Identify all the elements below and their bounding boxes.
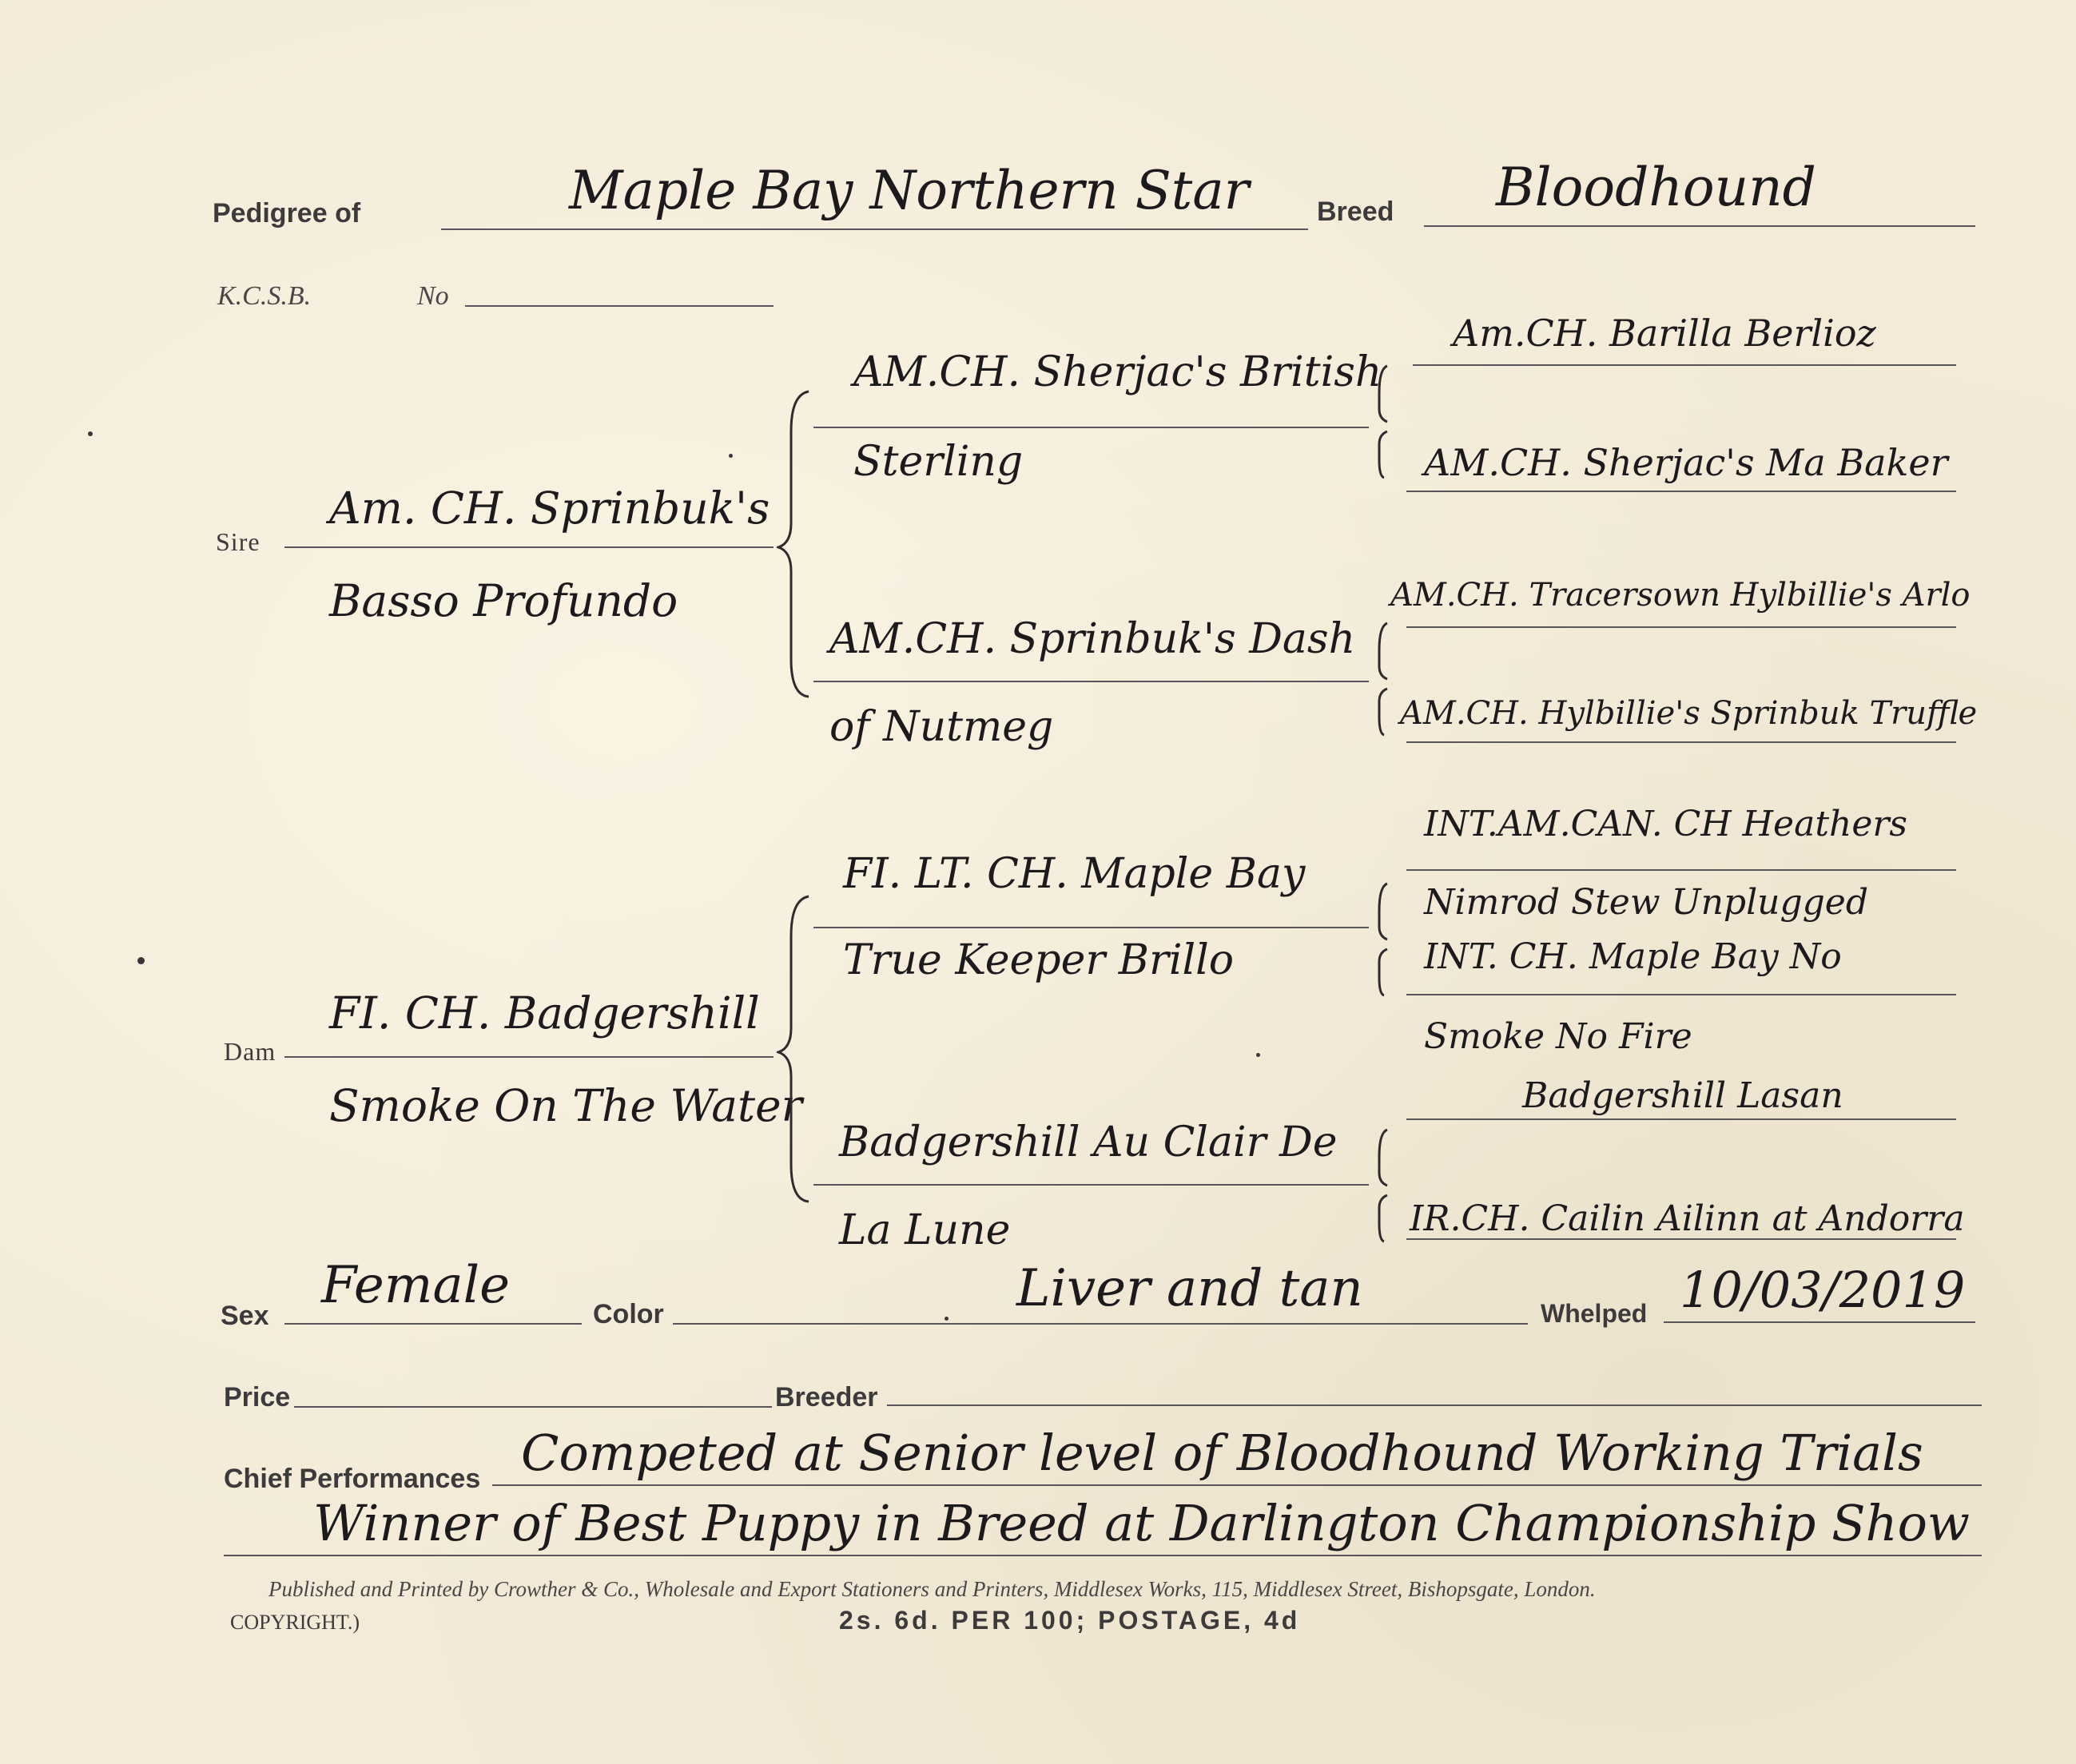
gg-brace-4 <box>1376 1125 1408 1246</box>
gg3-name: AM.CH. Tracersown Hylbillie's Arlo <box>1390 577 1971 614</box>
sex-value: Female <box>321 1256 510 1315</box>
color-line <box>673 1323 1528 1325</box>
sire-brace <box>777 383 817 703</box>
gg2-name: AM.CH. Sherjac's Ma Baker <box>1424 441 1948 484</box>
sire-sire-line <box>813 427 1369 428</box>
chief-performances-label: Chief Performances <box>224 1464 481 1494</box>
performance-2: Winner of Best Puppy in Breed at Darlington Championship Show <box>313 1494 1970 1552</box>
dam-line1: FI. CH. Badgershill <box>329 987 760 1039</box>
breeder-line <box>887 1404 1982 1406</box>
breed-line <box>1424 225 1975 227</box>
footer-copyright: COPYRIGHT.) <box>230 1611 360 1634</box>
gg4-name: AM.CH. Hylbillie's Sprinbuk Truffle <box>1400 695 1978 732</box>
paper-speck <box>1256 1053 1260 1057</box>
dam-label: Dam <box>224 1037 276 1066</box>
paper-speck <box>88 431 93 436</box>
gg5-line2: Nimrod Stew Unplugged <box>1424 882 1869 923</box>
gg6-line1: INT. CH. Maple Bay No <box>1424 936 1842 977</box>
footer-publisher: Published and Printed by Crowther & Co., Wholesale and Export Stationers and Printers, Middlesex Works, 115, Middlesex Street, Bishopsgate, London. <box>268 1577 1596 1601</box>
whelped-line <box>1664 1321 1975 1323</box>
sire-line2: Basso Profundo <box>329 575 678 626</box>
kcsb-no-line <box>465 305 774 307</box>
pedigree-of-label: Pedigree of <box>213 198 361 228</box>
gg8-name: IR.CH. Cailin Ailinn at Andorra <box>1410 1198 1965 1239</box>
footer-price: 2s. 6d. PER 100; POSTAGE, 4d <box>839 1606 1301 1635</box>
dam-dam-line2: La Lune <box>839 1206 1011 1254</box>
breed-value: Bloodhound <box>1496 157 1816 218</box>
dam-sire-line <box>813 927 1369 928</box>
paper-speck <box>729 454 733 458</box>
gg7-name: Badgershill Lasan <box>1522 1075 1843 1116</box>
gg1-name: Am.CH. Barilla Berlioz <box>1453 312 1876 355</box>
sex-line <box>284 1323 582 1325</box>
dam-dam-line1: Badgershill Au Clair De <box>839 1118 1338 1166</box>
paper-speck <box>945 1317 949 1321</box>
whelped-value: 10/03/2019 <box>1680 1261 1966 1319</box>
dam-brace <box>777 888 817 1208</box>
sire-sire-line2: Sterling <box>853 438 1024 486</box>
sire-dam-line <box>813 681 1369 682</box>
price-line <box>294 1406 772 1408</box>
paper-speck <box>137 957 145 964</box>
sire-label: Sire <box>216 527 260 556</box>
breed-label: Breed <box>1317 197 1394 227</box>
performance-1: Competed at Senior level of Bloodhound Working Trials <box>521 1424 1923 1482</box>
color-label: Color <box>593 1299 664 1329</box>
performances-line-1 <box>492 1484 1982 1486</box>
gg2-line <box>1406 491 1956 492</box>
sire-dam-line2: of Nutmeg <box>829 703 1054 751</box>
gg5-line1: INT.AM.CAN. CH Heathers <box>1424 804 1907 844</box>
kcsb-no-label: No <box>417 281 449 311</box>
color-value: Liver and tan <box>1016 1259 1363 1318</box>
gg3-line <box>1406 626 1956 628</box>
performances-line-2 <box>224 1555 1982 1556</box>
dog-name: Maple Bay Northern Star <box>569 160 1250 221</box>
gg1-line <box>1413 364 1956 366</box>
sire-dam-line1: AM.CH. Sprinbuk's Dash <box>829 615 1356 663</box>
sex-label: Sex <box>221 1301 269 1331</box>
dam-sire-line1: FI. LT. CH. Maple Bay <box>843 850 1306 898</box>
dam-dam-line <box>813 1184 1369 1186</box>
dam-sire-line2: True Keeper Brillo <box>843 936 1235 984</box>
kcsb-label: K.C.S.B. <box>217 281 312 311</box>
gg6-line2: Smoke No Fire <box>1424 1016 1692 1057</box>
price-label: Price <box>224 1382 291 1412</box>
sire-sire-line1: AM.CH. Sherjac's British <box>853 348 1382 396</box>
gg-brace-1 <box>1376 361 1408 483</box>
gg-brace-3 <box>1376 879 1408 1000</box>
pedigree-of-line <box>441 228 1308 230</box>
sire-line <box>284 546 774 548</box>
gg4-line <box>1406 741 1956 743</box>
dam-line2: Smoke On The Water <box>329 1080 802 1131</box>
whelped-label: Whelped <box>1541 1299 1648 1328</box>
gg5-line <box>1406 869 1956 871</box>
gg6-line <box>1406 994 1956 995</box>
gg7-line <box>1406 1118 1956 1120</box>
gg8-line <box>1406 1238 1956 1240</box>
breeder-label: Breeder <box>775 1382 878 1412</box>
sire-line1: Am. CH. Sprinbuk's <box>329 483 770 534</box>
dam-line <box>284 1056 774 1058</box>
